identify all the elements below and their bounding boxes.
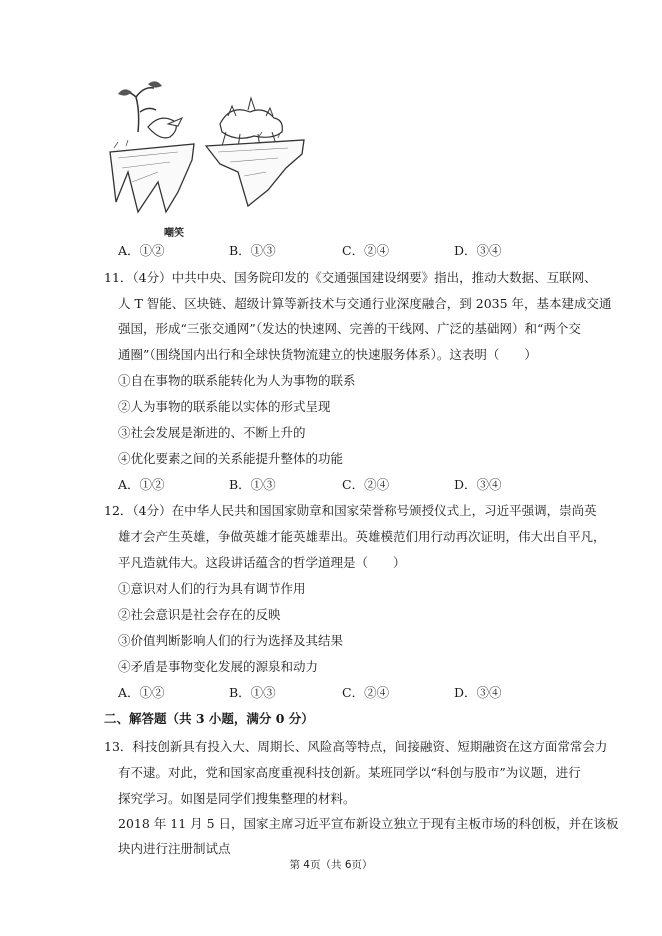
q10-option-a: A．①②	[118, 243, 165, 258]
q12-option-d: D．③④	[454, 685, 502, 700]
q12-line-2: 雄才会产生英雄，争做英雄才能英雄辈出。英雄模范们用行动再次证明，伟大出自平凡，	[118, 529, 606, 544]
q12-item-3: ③价值判断影响人们的行为选择及其结果	[118, 633, 344, 648]
section-title: 二、解答题（共 3 小题，满分 0 分）	[104, 711, 314, 726]
q10-option-c: C．②④	[342, 243, 390, 258]
q12-line-1: 12．（4分）在中华人民共和国国家勋章和国家荣誉称号颁授仪式上，习近平强调，崇尚英	[104, 503, 597, 518]
q13-line-2: 有不逮。对此，党和国家高度重视科技创新。某班同学以“科创与股市”为议题，进行	[118, 765, 581, 780]
q12-item-4: ④矛盾是事物变化发展的源泉和动力	[118, 659, 319, 674]
q13-line-1: 13．科技创新具有投入大、周期长、风险高等特点，间接融资、短期融资在这方面常常会力	[104, 739, 608, 754]
q11-item-2: ②人为事物的联系能以实体的形式呈现	[118, 399, 331, 414]
q11-option-c: C．②④	[342, 477, 390, 492]
q11-option-a: A．①②	[118, 477, 165, 492]
q13-line-3: 探究学习。如图是同学们搜集整理的材料。	[118, 791, 356, 806]
q12-option-a: A．①②	[118, 685, 165, 700]
q11-option-b: B．①③	[229, 477, 276, 492]
q10-option-d: D．③④	[454, 243, 502, 258]
q11-line-3: 强国，形成“三张交通网”（发达的快速网、完善的干线网、广泛的基础网）和“两个交	[118, 321, 581, 336]
q10-option-b: B．①③	[229, 243, 276, 258]
q13-line-5: 块内进行注册制试点	[118, 841, 231, 856]
q11-item-4: ④优化要素之间的关系能提升整体的功能	[118, 451, 344, 466]
q12-item-2: ②社会意识是社会存在的反映	[118, 607, 281, 622]
q11-line-2: 人 T 智能、区块链、超级计算等新技术与交通行业深度融合，到 2035 年，基本建成交通	[118, 296, 612, 311]
q13-line-4: 2018 年 11 月 5 日，国家主席习近平宣布新设立独立于现有主板市场的科创板，并在该板	[118, 816, 619, 831]
cliff-cartoon-image	[108, 72, 308, 222]
q12-option-b: B．①③	[229, 685, 276, 700]
figure-caption: 嘲笑	[164, 228, 184, 239]
q11-line-1: 11．（4分）中共中央、国务院印发的《交通强国建设纲要》指出，推动大数据、互联网、	[104, 270, 597, 285]
q11-option-d: D．③④	[454, 477, 502, 492]
q12-line-3: 平凡造就伟大。这段讲话蕴含的哲学道理是（ ）	[118, 555, 406, 570]
q11-item-3: ③社会发展是渐进的、不断上升的	[118, 425, 306, 440]
q11-line-4: 通圈”（围绕国内出行和全球快货物流建立的快速服务体系）。这表明（ ）	[118, 347, 537, 362]
q12-item-1: ①意识对人们的行为具有调节作用	[118, 581, 306, 596]
q11-item-1: ①自在事物的联系能转化为人为事物的联系	[118, 373, 356, 388]
cartoon-figure	[108, 72, 308, 240]
q12-option-c: C．②④	[342, 685, 390, 700]
page-footer: 第 4页（共 6页）	[289, 859, 373, 871]
